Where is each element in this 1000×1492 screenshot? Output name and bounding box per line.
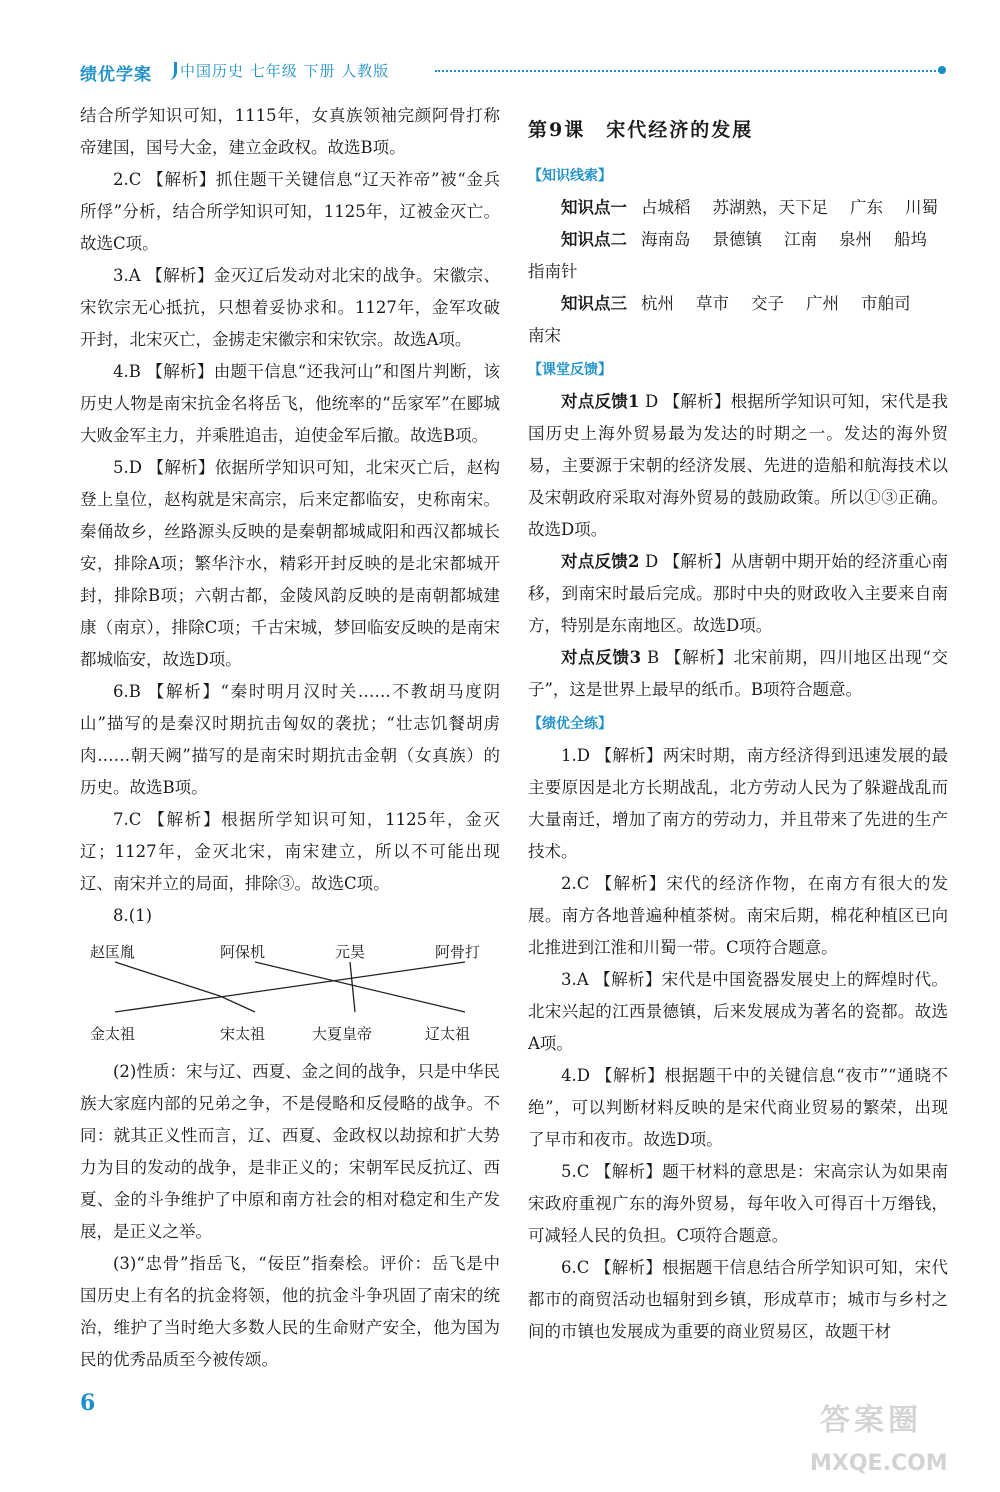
kp2-item: 船坞 bbox=[894, 230, 927, 249]
diagram-bottom-4: 辽太祖 bbox=[425, 1025, 471, 1043]
header-dot bbox=[938, 66, 946, 74]
watermark-logo bbox=[810, 1395, 970, 1485]
kp2-continuation: 指南针 bbox=[528, 262, 578, 281]
knowledge-point-3 bbox=[528, 288, 948, 320]
answer-7: 7.C 【解析】根据所学知识可知，1125年，金灭辽；1127年，金灭北宋，南宋建立，所以不可能出现辽、南宋并立的局面，排除③。故选C项。 bbox=[80, 810, 500, 893]
kp2-label: 知识点二 bbox=[561, 230, 627, 249]
feedback-3 bbox=[528, 642, 948, 706]
practice-6: 6.C 【解析】根据题干信息结合所学知识可知，宋代都市的商贸活动也辐射到乡镇，形成草市；城市与乡村之间的市镇也发展成为重要的商业贸易区，故题干材 bbox=[528, 1258, 948, 1341]
kp3-item: 交子 bbox=[751, 294, 784, 313]
kp3-item: 广州 bbox=[806, 294, 839, 313]
practice-2: 2.C 【解析】宋代的经济作物，在南方有很大的发展。南方各地普遍种植茶树。南宋后期，棉花种植区已向北推进到江淮和川蜀一带。C项符合题意。 bbox=[528, 874, 948, 957]
knowledge-point-1 bbox=[528, 192, 948, 224]
answer-8-2: (2)性质：宋与辽、西夏、金之间的战争，只是中华民族大家庭内部的兄弟之争，不是侵略和反侵略的战争。不同：就其正义性而言，辽、西夏、金政权以劫掠和扩大势力为目的发动的战争，是非正义的；宋朝军民反抗辽、西夏、金的斗争维护了中原和南方社会的相对稳定和生产发展，是正义之举。 bbox=[80, 1062, 500, 1241]
kp3-item: 杭州 bbox=[641, 294, 674, 313]
feedback-1-lead: 对点反馈1 bbox=[561, 392, 640, 411]
feedback-2-lead: 对点反馈2 bbox=[561, 552, 640, 571]
diagram-top-1: 赵匡胤 bbox=[90, 943, 136, 961]
section-classroom-feedback: 【课堂反馈】 bbox=[528, 362, 612, 378]
kp1-item: 占城稻 bbox=[641, 198, 691, 217]
answer-8-label: 8.(1) bbox=[113, 906, 153, 925]
diagram-bottom-3: 大夏皇帝 bbox=[312, 1025, 373, 1043]
answer-2: 2.C 【解析】抓住题干关键信息“辽天祚帝”被“金兵所俘”分析，结合所学知识可知，1125年，辽被金灭亡。故选C项。 bbox=[80, 170, 500, 253]
match-line-1b bbox=[220, 996, 255, 1012]
diagram-bottom-1: 金太祖 bbox=[90, 1025, 136, 1043]
watermark-text-bottom: MXQE.COM bbox=[810, 1451, 948, 1476]
match-line-4 bbox=[115, 962, 465, 1012]
practice-1: 1.D 【解析】两宋时期，南方经济得到迅速发展的最主要原因是北方长期战乱，北方劳动人民为了躲避战乱而大量南迁，增加了南方的劳动力，并且带来了先进的生产技术。 bbox=[528, 746, 948, 861]
kp1-item: 广东 bbox=[850, 198, 883, 217]
knowledge-point-2 bbox=[528, 224, 948, 256]
diagram-top-2: 阿保机 bbox=[220, 943, 266, 961]
answer-4: 4.B 【解析】由题干信息“还我河山”和图片判断，该历史人物是南宋抗金名将岳飞，他统率的“岳家军”在郾城大败金军主力，并乘胜追击，迫使金军后撤。故选B项。 bbox=[80, 362, 500, 445]
page-number: 6 bbox=[80, 1390, 96, 1416]
section-knowledge-clues: 【知识线索】 bbox=[528, 168, 612, 184]
kp3-continuation: 南宋 bbox=[528, 326, 561, 345]
diagram-top-4: 阿骨打 bbox=[435, 943, 481, 961]
brand-logo: 绩优学案 bbox=[80, 65, 152, 85]
answer-8-3: (3)“忠骨”指岳飞，“佞臣”指秦桧。评价：岳飞是中国历史上有名的抗金将领，他的抗金斗争巩固了南宋的统治，维护了当时绝大多数人民的生命财产安全，他为国为民的优秀品质至今被传颂。 bbox=[80, 1254, 500, 1369]
kp1-label: 知识点一 bbox=[561, 198, 627, 217]
answer-text: 结合所学知识可知，1115年，女真族领袖完颜阿骨打称帝建国，国号大金，建立金政权。故选B项。 bbox=[80, 106, 500, 157]
answer-6: 6.B 【解析】“秦时明月汉时关……不教胡马度阴山”描写的是秦汉时期抗击匈奴的袭扰；“壮志饥餐胡虏肉……朝天阙”描写的是南宋时期抗击金朝（女真族）的历史。故选B项。 bbox=[80, 682, 500, 797]
kp3-label: 知识点三 bbox=[561, 294, 627, 313]
section-full-practice: 【绩优全练】 bbox=[528, 716, 612, 732]
brand-separator bbox=[168, 62, 177, 80]
answer-5: 5.D 【解析】依据所学知识可知，北宋灭亡后，赵构登上皇位，赵构就是宋高宗，后来定都临安，史称南宋。秦俑故乡，丝路源头反映的是秦朝都城咸阳和西汉都城长安，排除A项；繁华汴水，精彩开封反映的是北宋都城开封，排除B项；六朝古都，金陵风韵反映的是南朝都城建康（南京），排除C项；千古宋城，梦回临安反映的是南宋都城临安，故选D项。 bbox=[80, 458, 500, 669]
feedback-1 bbox=[528, 386, 948, 546]
feedback-3-lead: 对点反馈3 bbox=[561, 648, 642, 667]
page-header bbox=[80, 60, 950, 86]
practice-3: 3.A 【解析】宋代是中国瓷器发展史上的辉煌时代。北宋兴起的江西景德镇，后来发展成为著名的瓷都。故选A项。 bbox=[528, 970, 948, 1053]
feedback-3-text: B 【解析】北宋前期，四川地区出现“交子”，这是世界上最早的纸币。B项符合题意。 bbox=[528, 648, 948, 699]
left-column bbox=[80, 100, 500, 1376]
lesson-title: 第9课 宋代经济的发展 bbox=[528, 119, 754, 141]
kp1-item: 川蜀 bbox=[905, 198, 938, 217]
kp2-item: 景德镇 bbox=[712, 230, 762, 249]
kp2-item: 泉州 bbox=[839, 230, 872, 249]
diagram-top-3: 元昊 bbox=[335, 943, 366, 961]
matching-diagram bbox=[80, 934, 500, 1054]
practice-4: 4.D 【解析】根据题干中的关键信息“夜市”“通晓不绝”，可以判断材料反映的是宋代商业贸易的繁荣，出现了早市和夜市。故选D项。 bbox=[528, 1066, 948, 1149]
feedback-1-text: D 【解析】根据所学知识可知，宋代是我国历史上海外贸易最为发达的时期之一。发达的海外贸易，主要源于宋朝的经济发展、先进的造船和航海技术以及宋朝政府采取对海外贸易的鼓励政策。所以①③正确。故选D项。 bbox=[528, 392, 949, 539]
diagram-bottom-2: 宋太祖 bbox=[220, 1025, 266, 1043]
match-line-3 bbox=[350, 962, 355, 1012]
kp2-item: 江南 bbox=[784, 230, 817, 249]
practice-5: 5.C 【解析】题干材料的意思是：宋高宗认为如果南宋政府重视广东的海外贸易，每年收入可得百十万缗钱，可减轻人民的负担。C项符合题意。 bbox=[528, 1162, 948, 1245]
header-dotted-rule bbox=[435, 70, 940, 72]
feedback-2-text: D 【解析】从唐朝中期开始的经济重心南移，到南宋时最后完成。那时中央的财政收入主要来自南方，特别是东南地区。故选D项。 bbox=[528, 552, 949, 635]
book-info: 中国历史 七年级 下册 人教版 bbox=[180, 62, 390, 80]
kp3-item: 草市 bbox=[696, 294, 729, 313]
kp1-item: 苏湖熟，天下足 bbox=[712, 198, 828, 217]
feedback-2 bbox=[528, 546, 948, 642]
kp2-item: 海南岛 bbox=[641, 230, 691, 249]
kp3-item: 市舶司 bbox=[861, 294, 911, 313]
watermark-text-top: 答案圈 bbox=[820, 1403, 922, 1438]
right-column bbox=[528, 100, 948, 1348]
answer-3: 3.A 【解析】金灭辽后发动对北宋的战争。宋徽宗、宋钦宗无心抵抗，只想着妥协求和。1127年，金军攻破开封，北宋灭亡，金掳走宋徽宗和宋钦宗。故选A项。 bbox=[80, 266, 500, 349]
